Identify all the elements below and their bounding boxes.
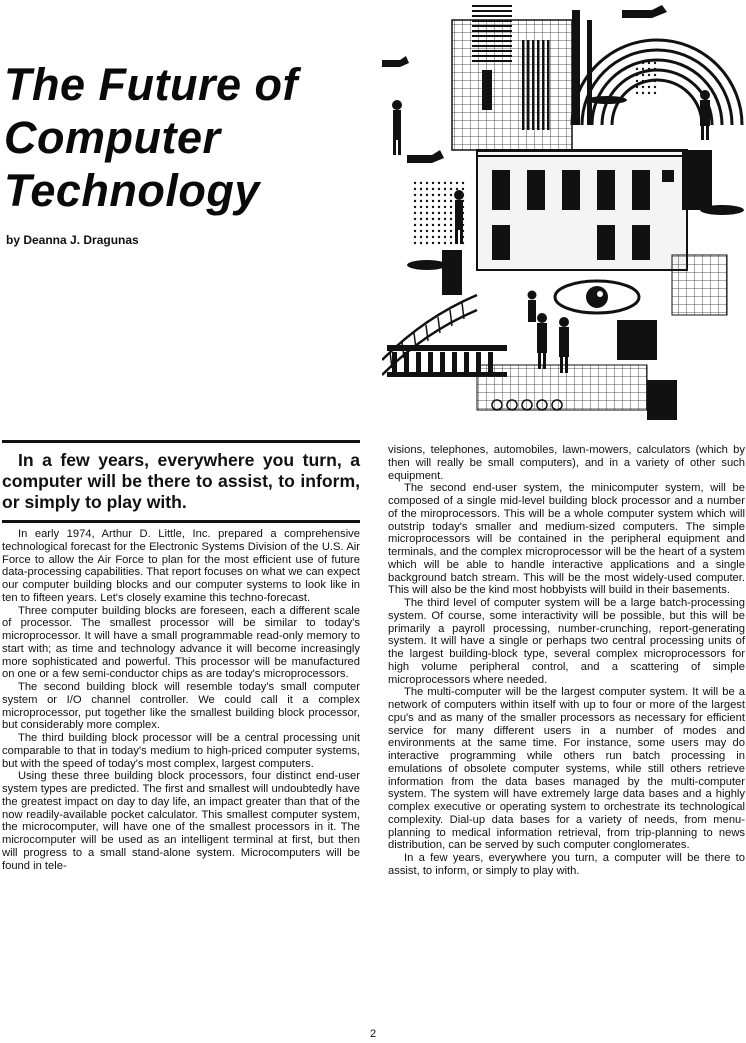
paragraph: The third building block processor will be a central processing unit comparable to that in today's medium to high-priced computer systems, but with the speed of today's most complex, largest computers. bbox=[2, 732, 360, 770]
pull-quote bbox=[2, 440, 360, 523]
pull-quote-text: In a few years, everywhere you turn, a computer will be there to assist, to inform, or simply to play with. bbox=[2, 450, 360, 512]
title-line: Technology bbox=[4, 165, 260, 216]
paragraph: The second building block will resemble today's small computer system or I/O channel controller. We could call it a complex microprocessor, put together like the smallest building block processor, but considerably more complex. bbox=[2, 681, 360, 732]
page-number: 2 bbox=[369, 1028, 377, 1040]
title-line: Computer bbox=[4, 112, 221, 163]
paragraph: Using these three building block processors, four distinct end-user system types are predicted. The first and smallest will undoubtedly have the greatest impact on day to day life, an impact greater than that of the now readily-available pocket calculator. This smallest computer system, the microcomputer, will have one of the smallest processors in it. The microcomputer will be used as an intelligent terminal at first, but then will progress to a small stand-alone system. Microcomputers will be found in tele- bbox=[2, 770, 360, 872]
paragraph: In early 1974, Arthur D. Little, Inc. prepared a comprehensive technological forecast for the Electronic Systems Division of the U.S. Air Force to allow the Air Force to plan for the most efficient use of future data-processing capabilities. That report focuses on what we can expect our computer building blocks and our computer systems to look like in ten to fifteen years. Let's closely examine this techno-forecast. bbox=[2, 528, 360, 604]
paragraph: visions, telephones, automobiles, lawn-mowers, calculators (which by then will really be small computers), and in a variety of other such equipment. bbox=[388, 444, 745, 482]
byline: by Deanna J. Dragunas bbox=[6, 233, 139, 247]
right-column bbox=[388, 444, 745, 878]
paragraph: The second end-user system, the minicomputer system, will be composed of a single mid-level building block processor and a number of the miroprocessors. This will be a whole computer system which will outstrip today's smaller and medium-sized computers. The simple microprocessors will be contained in the peripheral equipment and terminals, and the complex microprocessor will be the heart of a system which will be able to handle interactive applications and a single background batch stream. This will be the most widely-used computer. This will also be the kind most hobbyists will build in their basements. bbox=[388, 482, 745, 597]
article-title bbox=[4, 58, 374, 217]
paragraph: The third level of computer system will be a large batch-processing system. Of course, some interactivity will be possible, but this will be primarily a payroll processing, number-crunching, report-generating system. It will have a single or perhaps two central processing units of the largest building-block type, several complex microprocessors for high volume peripheral control, and a scattering of simple microprocessors where needed. bbox=[388, 597, 745, 686]
left-column bbox=[2, 440, 360, 872]
title-line: The Future of bbox=[4, 59, 298, 110]
paragraph: The multi-computer will be the largest computer system. It will be a network of computers within itself with up to four or more of the largest cpu's and as many of the smaller processors as necessary for efficient service for many different users in a number of modes and environments at the same time. For instance, some users may do interactive programming while others run batch processing in emulations of obsolete computer systems, while still others retrieve information from the data bases managed by the multi-computer system. The system will have extremely large data bases and a highly complex executive or operating system to orchestrate its technological complexity. Dial-up data bases for a variety of needs, from menu-planning to medical information retrieval, from trip-planning to news distribution, can be served by such computer conglomerates. bbox=[388, 686, 745, 852]
paragraph: Three computer building blocks are foreseen, each a different scale of processor. The smallest processor will be similar to today's microprocessor. It will have a small programmable read-only memory to start with; as time and technology advance it will become increasingly more sophisticated and powerful. This processor will be manufactured on one or a few semi-conductor chips as are today's microprocessors. bbox=[2, 604, 360, 681]
collage-illustration bbox=[382, 0, 746, 425]
paragraph: In a few years, everywhere you turn, a computer will be there to assist, to inform, or simply to play with. bbox=[388, 852, 745, 877]
